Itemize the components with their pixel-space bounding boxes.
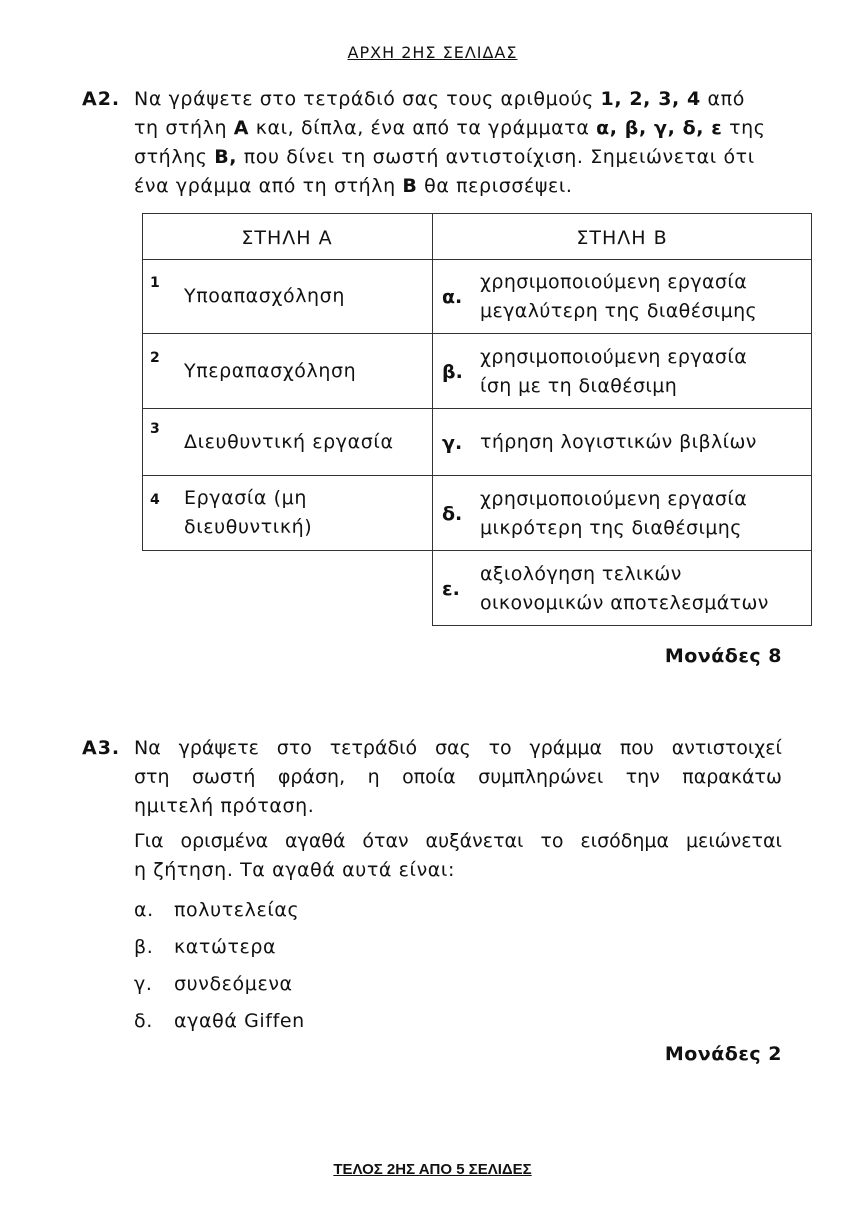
a2-line-4: [134, 177, 573, 196]
a3-option-c-letter: γ.: [134, 973, 153, 995]
word: όταν: [362, 830, 409, 852]
a3-line-3: ημιτελή πρόταση.: [134, 795, 315, 817]
word: ορισμένα: [180, 830, 269, 852]
column-b-header: ΣΤΗΛΗ Β: [576, 227, 668, 249]
column-a-number-3: 3: [150, 421, 160, 437]
word: γράμμα: [529, 737, 603, 759]
column-a-number-2: 2: [150, 350, 160, 366]
column-b-text-c: τήρηση λογιστικών βιβλίων: [480, 431, 757, 453]
column-b-letter-a: α.: [442, 286, 463, 308]
word: μειώνεται: [685, 830, 782, 852]
a2-line-2-bold-a: Α: [233, 117, 250, 139]
word: αυξάνεται: [425, 830, 524, 852]
word: τετράδιό: [329, 737, 418, 759]
column-b-text-b-line-2: ίση με τη διαθέσιμη: [480, 375, 678, 397]
word: εισόδημα: [580, 830, 670, 852]
column-b-letter-b: β.: [442, 361, 463, 383]
a2-line-2-text: τη στήλη: [134, 117, 234, 139]
column-a-term-2: Υπεραπασχόληση: [184, 360, 357, 382]
word: που: [619, 737, 654, 759]
a2-line-3-bold: Β,: [214, 146, 238, 168]
a3-option-c: [134, 973, 293, 995]
table-rule-top: [142, 213, 812, 214]
column-a-term-4-line-1: Εργασία (μη: [184, 487, 308, 509]
a2-line-1-end: από: [700, 88, 745, 110]
a3-option-d-text: αγαθά Giffen: [174, 1010, 305, 1032]
column-b-letter-d: δ.: [442, 503, 463, 525]
a3-stem-line-2: η ζήτηση. Τα αγαθά αυτά είναι:: [134, 859, 455, 881]
question-a2-label: Α2.: [82, 88, 121, 110]
word: γράψετε: [178, 737, 259, 759]
column-a-number-1: 1: [150, 275, 160, 291]
column-b-text-e-line-1: αξιολόγηση τελικών: [480, 563, 682, 585]
a3-points: Μονάδες 2: [664, 1043, 782, 1065]
word: συμπληρώνει: [478, 766, 604, 788]
a2-line-3-end: που δίνει τη σωστή αντιστοίχιση. Σημειώνεται ότι: [237, 146, 755, 168]
column-b-letter-c: γ.: [442, 432, 463, 454]
a3-option-b-text: κατώτερα: [174, 936, 277, 958]
a2-line-4-bold: Β: [402, 175, 418, 197]
table-rule-header: [142, 259, 812, 260]
table-rule-row-1: [142, 333, 812, 334]
a3-stem-line-1: [134, 832, 782, 851]
a3-option-b-letter: β.: [134, 936, 154, 958]
a2-line-1-bold: 1, 2, 3, 4: [600, 88, 701, 110]
a2-line-2-end: της: [722, 117, 766, 139]
a3-line-2: [134, 768, 782, 787]
column-b-text-d-line-1: χρησιμοποιούμενη εργασία: [480, 488, 748, 510]
word: αντιστοιχεί: [671, 737, 782, 759]
column-b-text-a-line-2: μεγαλύτερη της διαθέσιμης: [480, 300, 758, 322]
a2-line-2-bold-letters: α, β, γ, δ, ε: [596, 117, 723, 139]
word: η: [367, 766, 380, 788]
table-rule-right: [811, 213, 812, 626]
word: στο: [276, 737, 312, 759]
table-rule-row-2: [142, 408, 812, 409]
a2-line-2-mid: και, δίπλα, ένα από τα γράμματα: [249, 117, 597, 139]
word: στη: [134, 766, 170, 788]
page-header: ΑΡΧΗ 2ΗΣ ΣΕΛΙΔΑΣ: [347, 43, 518, 62]
a3-option-d: [134, 1010, 305, 1032]
table-rule-left: [142, 213, 143, 551]
question-a3-label: Α3.: [82, 737, 121, 759]
word: σωστή: [191, 766, 256, 788]
table-rule-middle: [432, 213, 433, 626]
page-footer: ΤΕΛΟΣ 2ΗΣ ΑΠΟ 5 ΣΕΛΙΔΕΣ: [333, 1161, 532, 1178]
column-a-term-4-line-2: διευθυντική): [184, 516, 313, 538]
a2-points: Μονάδες 8: [664, 645, 782, 667]
table-rule-row-3: [142, 475, 812, 476]
a2-line-1-text: Να γράψετε στο τετράδιό σας τους αριθμούς: [134, 88, 601, 110]
column-b-text-a-line-1: χρησιμοποιούμενη εργασία: [480, 271, 748, 293]
column-a-term-1: Υποαπασχόληση: [184, 285, 345, 307]
column-a-number-4: 4: [150, 492, 160, 508]
a3-option-d-letter: δ.: [134, 1010, 153, 1032]
word: οποία: [402, 766, 456, 788]
word: το: [540, 830, 564, 852]
a2-line-4-text: ένα γράμμα από τη στήλη: [134, 175, 403, 197]
table-rule-row-4: [142, 550, 812, 551]
a2-line-3: [134, 148, 755, 167]
a2-line-1: [134, 90, 745, 109]
word: το: [488, 737, 512, 759]
a3-option-a-text: πολυτελείας: [174, 899, 300, 921]
word: παρακάτω: [682, 766, 782, 788]
a3-line-1: [134, 739, 782, 758]
word: Να: [134, 737, 161, 759]
a2-line-4-end: θα περισσέψει.: [417, 175, 573, 197]
word: Για: [134, 830, 164, 852]
matching-table: [142, 213, 812, 626]
column-b-text-b-line-1: χρησιμοποιούμενη εργασία: [480, 346, 748, 368]
a2-line-3-text: στήλης: [134, 146, 215, 168]
word: σας: [435, 737, 471, 759]
column-a-header: ΣΤΗΛΗ Α: [241, 227, 333, 249]
a3-option-b: [134, 936, 276, 958]
a3-option-a-letter: α.: [134, 899, 154, 921]
a3-option-c-text: συνδεόμενα: [174, 973, 293, 995]
column-b-text-d-line-2: μικρότερη της διαθέσιμης: [480, 517, 742, 539]
table-rule-bottom: [432, 625, 812, 626]
a2-line-2: [134, 119, 766, 138]
a3-option-a: [134, 899, 299, 921]
column-a-term-3: Διευθυντική εργασία: [184, 431, 394, 453]
word: αγαθά: [285, 830, 346, 852]
word: φράση,: [277, 766, 346, 788]
word: την: [625, 766, 660, 788]
column-b-letter-e: ε.: [442, 578, 460, 600]
column-b-text-e-line-2: οικονομικών αποτελεσμάτων: [480, 592, 769, 614]
